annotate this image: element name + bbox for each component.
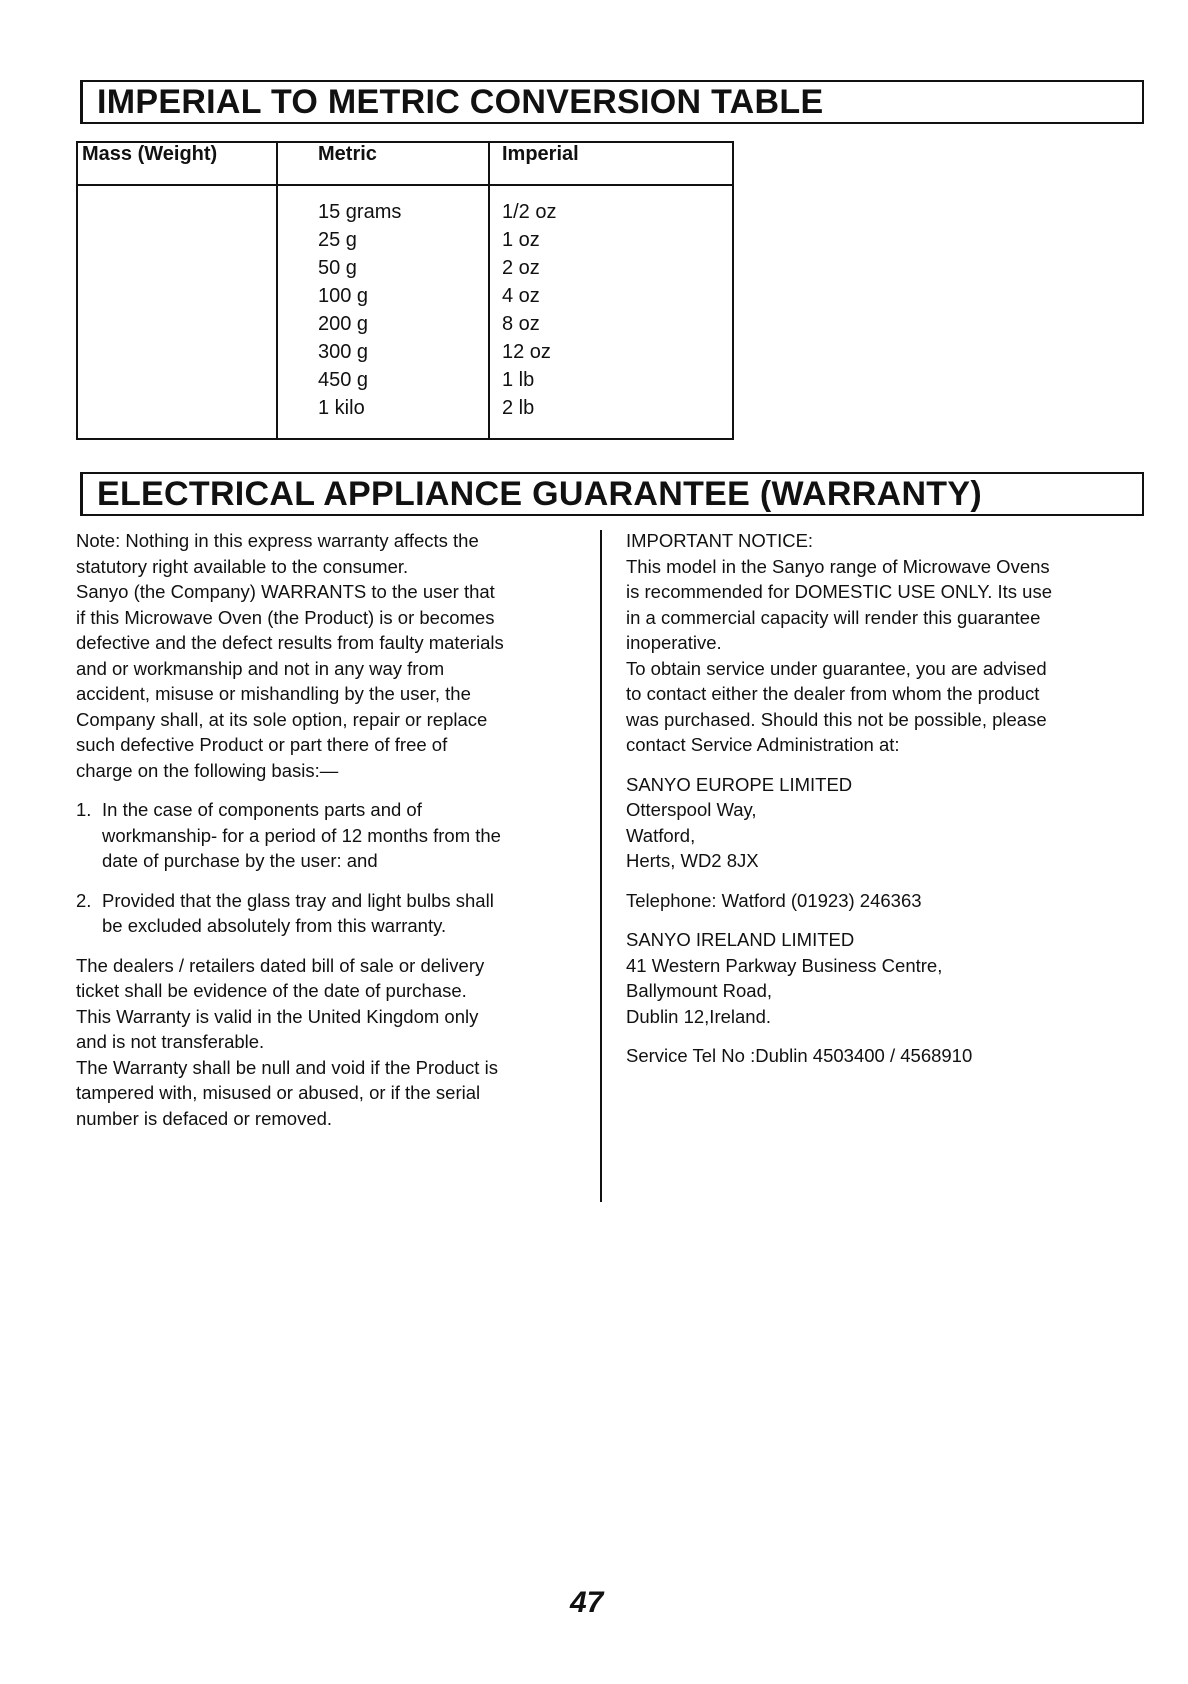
service-telephone: Service Tel No :Dublin 4503400 / 4568910 <box>626 1045 973 1066</box>
imperial-value: 12 oz <box>502 341 551 363</box>
warranty-heading: ELECTRICAL APPLIANCE GUARANTEE (WARRANTY) <box>80 472 1144 516</box>
text-line: charge on the following basis:— <box>76 759 339 781</box>
metric-value: 15 grams <box>318 201 402 223</box>
text-line: was purchased. Should this not be possible, please <box>626 708 1047 730</box>
text-line: is recommended for DOMESTIC USE ONLY. Its use <box>626 581 1052 602</box>
imperial-value: 2 oz <box>502 257 540 279</box>
sanyo-europe-address <box>626 772 1146 874</box>
text-line: Note: Nothing in this express warranty affects the <box>76 530 479 551</box>
warranty-conditions <box>76 953 596 1132</box>
text-line: Dublin 12,Ireland. <box>626 1005 772 1027</box>
warranty-terms-column <box>76 528 596 1131</box>
text-line: To obtain service under guarantee, you are advised <box>626 657 1047 679</box>
text-line: be excluded absolutely from this warranty. <box>102 915 447 936</box>
text-line: to contact either the dealer from whom the product <box>626 683 1040 704</box>
text-line: 41 Western Parkway Business Centre, <box>626 954 943 976</box>
important-notice <box>626 528 1146 758</box>
text-line: Provided that the glass tray and light bulbs shall <box>102 889 494 911</box>
text-line: such defective Product or part there of free of <box>76 734 448 755</box>
imperial-value: 4 oz <box>502 285 540 307</box>
imperial-cell <box>489 185 733 439</box>
text-line: SANYO EUROPE LIMITED <box>626 773 853 795</box>
text-line: inoperative. <box>626 632 722 653</box>
text-line: Herts, WD2 8JX <box>626 850 759 871</box>
text-line: defective and the defect results from faulty materials <box>76 632 504 653</box>
column-header-metric: Metric <box>277 142 489 185</box>
text-line: SANYO IRELAND LIMITED <box>626 929 855 950</box>
table-header-row <box>77 142 733 185</box>
text-line: date of purchase by the user: and <box>102 850 378 871</box>
warranty-notice-column <box>626 528 1146 1069</box>
metric-value: 200 g <box>318 313 369 335</box>
list-number: 1. <box>76 799 92 820</box>
metric-value: 300 g <box>318 341 369 363</box>
imperial-value: 8 oz <box>502 313 540 335</box>
warranty-intro <box>76 528 596 783</box>
text-line: Otterspool Way, <box>626 799 757 820</box>
text-line: This Warranty is valid in the United Kingdom only <box>76 1005 479 1027</box>
conversion-table <box>76 141 734 440</box>
metric-value: 50 g <box>318 257 357 279</box>
conversion-table-heading: IMPERIAL TO METRIC CONVERSION TABLE <box>80 80 1144 124</box>
metric-value: 450 g <box>318 369 369 391</box>
text-line: workmanship- for a period of 12 months from the <box>102 824 501 846</box>
column-header-imperial: Imperial <box>489 142 733 185</box>
metric-cell <box>277 185 489 439</box>
text-line: The Warranty shall be null and void if the Product is <box>76 1056 498 1078</box>
text-line: ticket shall be evidence of the date of purchase. <box>76 980 467 1001</box>
text-line: In the case of components parts and of <box>102 799 422 820</box>
text-line: number is defaced or removed. <box>76 1107 333 1129</box>
text-line: and is not transferable. <box>76 1031 265 1052</box>
text-line: if this Microwave Oven (the Product) is or becomes <box>76 606 495 628</box>
imperial-value: 1 oz <box>502 229 540 251</box>
mass-cell <box>77 185 277 439</box>
warranty-item-1 <box>76 797 596 874</box>
text-line: in a commercial capacity will render this guarantee <box>626 606 1041 628</box>
sanyo-ireland-address <box>626 927 1146 1029</box>
table-row <box>77 185 733 439</box>
text-line: contact Service Administration at: <box>626 734 900 755</box>
text-line: and or workmanship and not in any way from <box>76 657 445 679</box>
metric-value: 100 g <box>318 285 369 307</box>
text-line: accident, misuse or mishandling by the user, the <box>76 683 471 704</box>
text-line: statutory right available to the consumer. <box>76 555 409 577</box>
text-line: Ballymount Road, <box>626 980 773 1001</box>
telephone-number: Telephone: Watford (01923) 246363 <box>626 889 922 911</box>
metric-value: 25 g <box>318 229 357 251</box>
text-line: Watford, <box>626 824 696 846</box>
text-line: Sanyo (the Company) WARRANTS to the user that <box>76 581 495 602</box>
column-header-mass: Mass (Weight) <box>77 142 277 185</box>
imperial-value: 1/2 oz <box>502 201 557 223</box>
warranty-item-2 <box>76 888 596 939</box>
imperial-value: 2 lb <box>502 397 535 419</box>
page-number: 47 <box>570 1586 604 1619</box>
imperial-value: 1 lb <box>502 369 535 391</box>
text-line: Company shall, at its sole option, repair or replace <box>76 708 488 730</box>
column-divider <box>600 530 602 1202</box>
text-line: IMPORTANT NOTICE: <box>626 530 814 551</box>
list-number: 2. <box>76 889 92 911</box>
text-line: tampered with, misused or abused, or if the serial <box>76 1082 481 1103</box>
text-line: This model in the Sanyo range of Microwave Ovens <box>626 555 1050 577</box>
metric-value: 1 kilo <box>318 397 365 419</box>
text-line: The dealers / retailers dated bill of sale or delivery <box>76 954 485 976</box>
